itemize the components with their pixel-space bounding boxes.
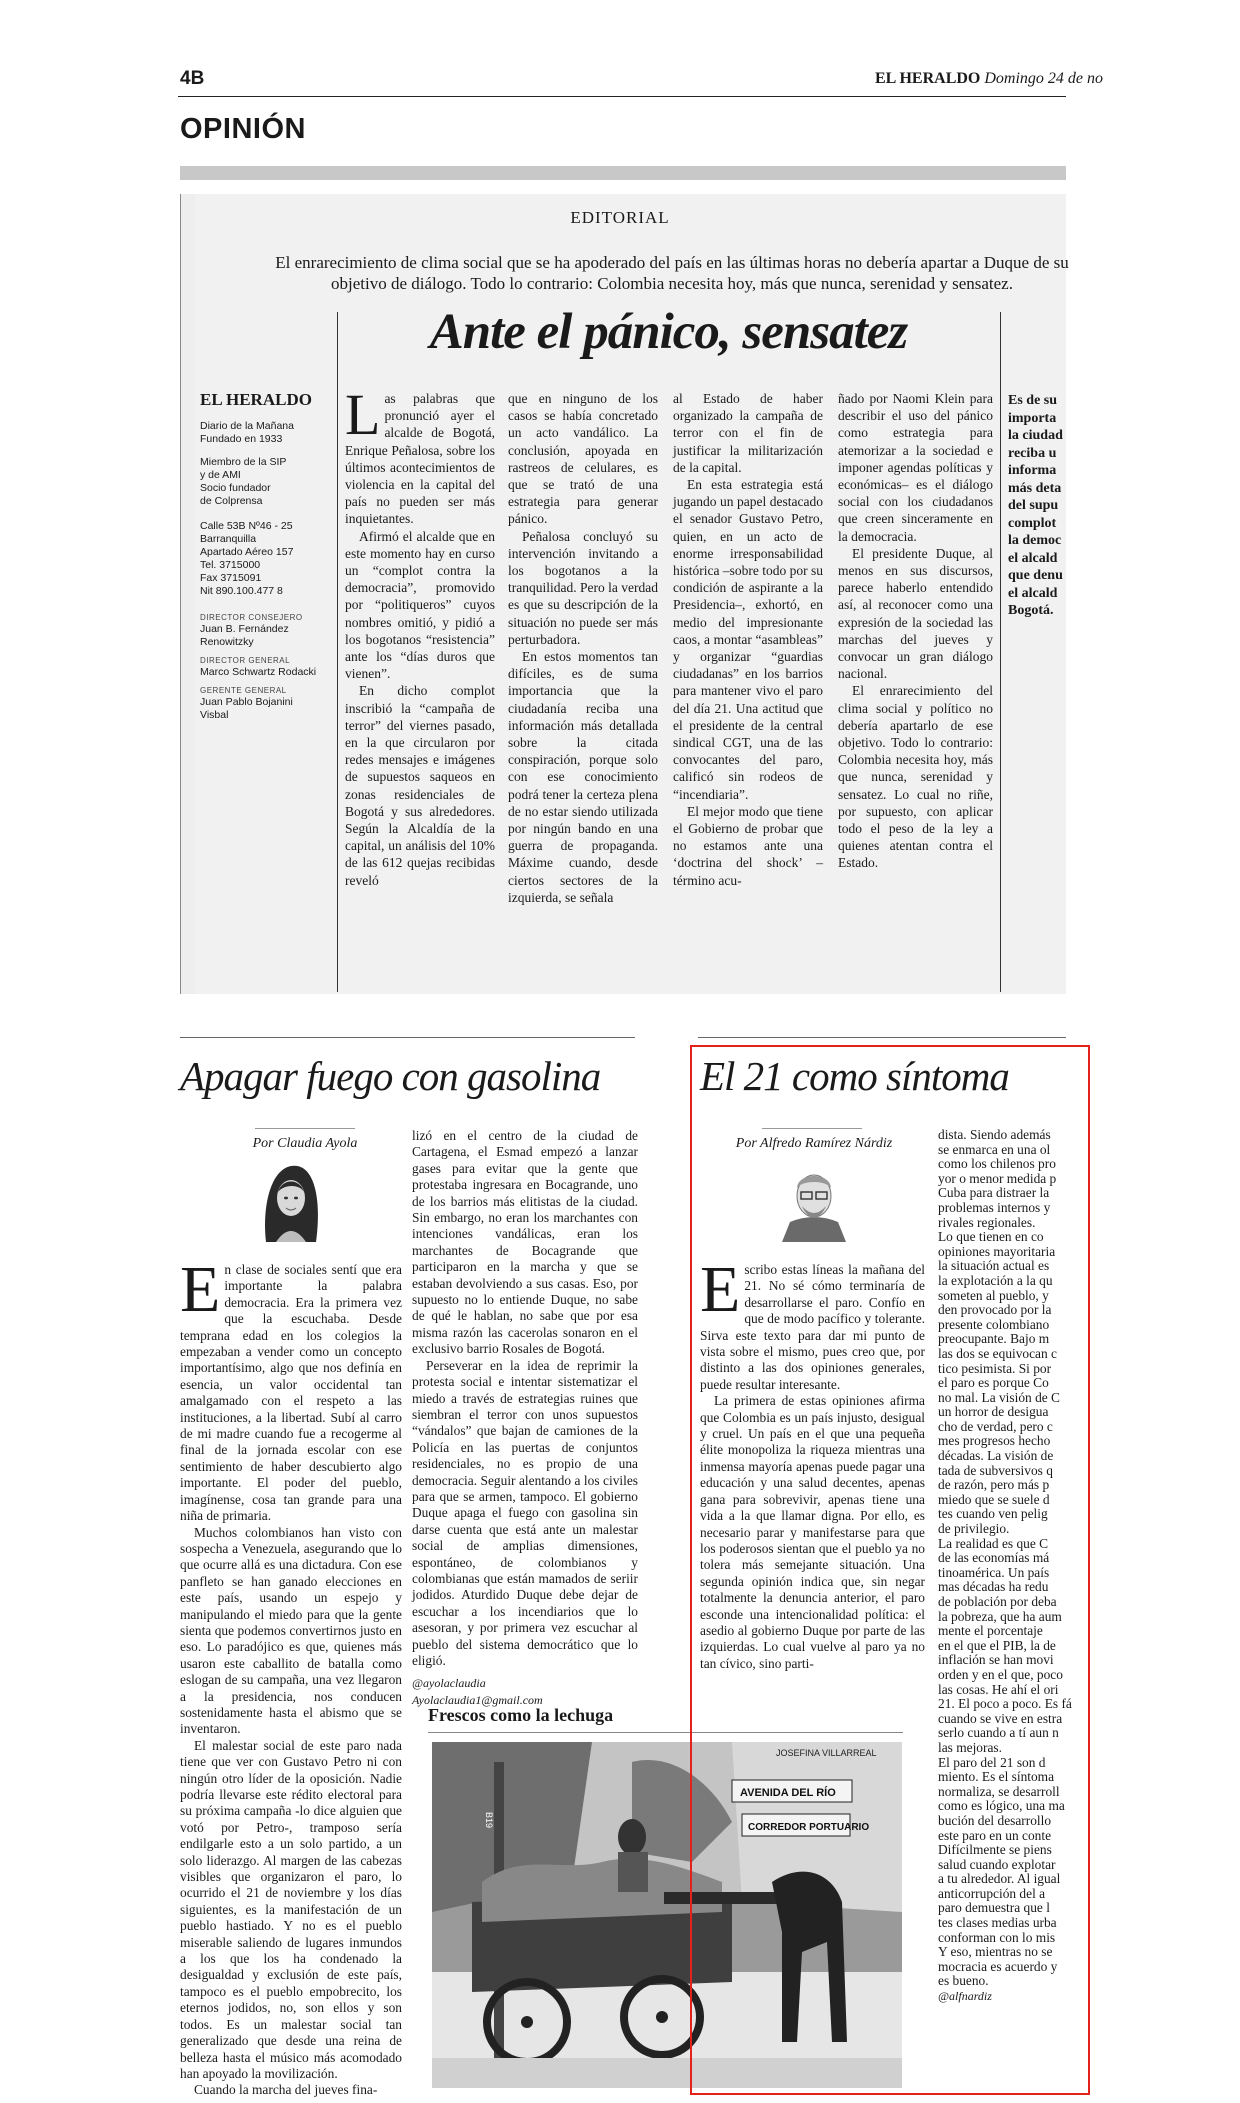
sidebar-line: Visbal bbox=[200, 709, 229, 721]
column-line: someten al pueblo, y bbox=[938, 1287, 1049, 1303]
column-line: no mal. La visión de C bbox=[938, 1389, 1060, 1405]
column-line: mocracia es acuerdo y bbox=[938, 1958, 1058, 1974]
column-line: miedo que se suele d bbox=[938, 1491, 1050, 1507]
sidebar-line: Socio fundador bbox=[200, 482, 271, 494]
column-line: bución del desarrollo bbox=[938, 1812, 1052, 1828]
title-right-rule bbox=[1000, 312, 1001, 992]
pullquote-line: complot bbox=[1008, 515, 1057, 531]
pullquote-line: Es de su bbox=[1008, 393, 1058, 408]
column-line: tes cuando ven pelig bbox=[938, 1506, 1048, 1522]
article1-author-portrait bbox=[256, 1158, 326, 1242]
column-line: de privilegio. bbox=[938, 1521, 1010, 1537]
column-line: las mejoras. bbox=[938, 1739, 1002, 1755]
photo-title: Frescos como la lechuga bbox=[428, 1705, 614, 1725]
column-line: la situación actual es bbox=[938, 1258, 1050, 1274]
column-line: como es lógico, una ma bbox=[938, 1798, 1065, 1814]
paragraph: El enrarecimiento del clima social y político no debería apartarlo de ese objetivo. Todo lo contrario: Colombia necesita hoy, más que nunca, serenidad y sensatez. Lo cual no riñe, por supuesto, con aplicar todo el peso de la ley a quienes atentan contra el Estado. bbox=[838, 683, 993, 871]
sidebar-line: Tel. 3715000 bbox=[200, 559, 261, 571]
paragraph: En esta estrategia está jugando un papel destacado el senador Gustavo Petro, quien, en un acto de enorme irresponsabilidad histórica –sobre todo por su condición de aspirante a la Presidencia–, exhortó, en medio del impresionante caos, a montar “asambleas” y organizar “guardias ciudadanas” en los barrios para mantener vivo el paro del día 21. Una actitud que el presidente de la central sindical CGT, una de las convocantes del paro, calificó sin rodeos de “incendiaria”. bbox=[673, 477, 823, 802]
article2-byline: Por Alfredo Ramírez Nárdiz bbox=[735, 1136, 893, 1151]
column-line: como los chilenos pro bbox=[938, 1156, 1056, 1172]
article2-author-portrait bbox=[776, 1158, 852, 1242]
section-title: OPINIÓN bbox=[180, 113, 306, 145]
pullquote-line: más deta bbox=[1008, 480, 1062, 496]
column-line: orden y en el que, poco bbox=[938, 1666, 1063, 1682]
column-line: tico pesimista. Si por bbox=[938, 1360, 1052, 1376]
paragraph: que en ninguno de los casos se había concretado un acto vandálico. La conclusión, apoyada en rastreos de celulares, es que se trató de una estrategia para generar pánico. bbox=[508, 391, 658, 527]
pullquote-line: reciba u bbox=[1008, 445, 1057, 461]
byline-rule bbox=[255, 1128, 355, 1129]
article1-col-1 bbox=[180, 1253, 402, 2099]
editorial-sidebar bbox=[200, 390, 330, 722]
column-line: Lo que tienen en co bbox=[938, 1229, 1044, 1245]
column-line: rivales regionales. bbox=[938, 1214, 1036, 1230]
pullquote-line: Bogotá. bbox=[1008, 603, 1054, 618]
column-line: anticorrupción del a bbox=[938, 1885, 1046, 1901]
sidebar-line: y de AMI bbox=[200, 469, 241, 481]
sidebar-line: Nit 890.100.477 8 bbox=[200, 585, 283, 597]
column-line: dista. Siendo además bbox=[938, 1127, 1051, 1142]
column-line: yor o menor medida p bbox=[938, 1170, 1057, 1186]
sidebar-line: de Colprensa bbox=[200, 495, 263, 507]
column-line: El paro del 21 son d bbox=[938, 1754, 1046, 1770]
article2-dropcap: E bbox=[700, 1253, 741, 1326]
column-line: inflación se han movi bbox=[938, 1652, 1054, 1668]
paragraph: Cuando la marcha del jueves fina- bbox=[194, 2082, 378, 2098]
editorial-label: EDITORIAL bbox=[570, 208, 670, 227]
sidebar-line: Juan B. Fernández bbox=[200, 623, 289, 635]
column-line: mes progresos hecho bbox=[938, 1433, 1051, 1449]
masthead-line bbox=[875, 70, 1103, 88]
pullquote-line: el alcald bbox=[1008, 550, 1058, 566]
column-line: Cuba para distraer la bbox=[938, 1185, 1050, 1201]
column-line: 21. El poco a poco. Es fá bbox=[938, 1696, 1072, 1712]
column-line: se enmarca en una ol bbox=[938, 1141, 1051, 1157]
column-line: de población por deba bbox=[938, 1594, 1057, 1609]
article1-handle: @ayolaclaudia bbox=[412, 1676, 486, 1691]
column-line: de las economías má bbox=[938, 1550, 1050, 1566]
column-line: décadas. La visión de bbox=[938, 1448, 1054, 1464]
column-line: preocupante. Bajo m bbox=[938, 1331, 1050, 1347]
sidebar-info-3 bbox=[200, 520, 330, 598]
sidebar-line: Fax 3715091 bbox=[200, 572, 262, 584]
article1-title: Apagar fuego con gasolina bbox=[180, 1053, 601, 1099]
paragraph: lizó en el centro de la ciudad de Cartagena, el Esmad empezó a lanzar gases para evitar que la gente que protestaba ingresara en Bocagrande, uno de los barrios más elitistas de la ciudad. Sin embargo, no eran los marchantes con intenciones vandálicas, eran los marchantes de Bocagrande que participaron en la marcha y que se estaban devolviendo a sus casas. Eso, por supuesto no lo entiende Duque, no sabe de qué le hablan, no sabe que por esa misma razón las cacerolas sonaron en el exclusivo barrio Rosales de Bogotá. bbox=[412, 1128, 638, 1357]
column-line: Difícilmente se piens bbox=[938, 1842, 1052, 1858]
paragraph: Peñalosa concluyó su intervención invitando a los bogotanos a la tranquilidad. Pero la verdad es que su descripción de la situación no puede ser más perturbadora. bbox=[508, 528, 658, 647]
editorial-dropcap: L bbox=[345, 382, 381, 447]
pullquote-line: informa bbox=[1008, 463, 1057, 478]
pullquote-line: el alcald bbox=[1008, 585, 1058, 601]
paragraph: as palabras que pronunció ayer el alcalde de Bogotá, Enrique Peñalosa, sobre los últimos acontecimientos de violencia en la capital del país no pueden ser más inquietantes. bbox=[345, 391, 495, 527]
column-line: este paro en un conte bbox=[938, 1827, 1052, 1843]
editorial-col-3 bbox=[673, 390, 823, 889]
paragraph: ñado por Naomi Klein para describir el uso del pánico como estrategia para atemorizar a la sociedad e imponer agendas políticas y económicas– es el diálogo social con los ciudadanos que creen sinceramente en la democracia. bbox=[838, 391, 993, 544]
editorial-title: Ante el pánico, sensatez bbox=[429, 304, 908, 360]
column-line: presente colombiano bbox=[938, 1316, 1050, 1332]
paragraph: El presidente Duque, al menos en sus discursos, parece haberlo entendido así, al reconocer como una expresión de la sociedad las marchas del jueves y convocar un gran diálogo nacional. bbox=[838, 545, 993, 682]
director-label: DIRECTOR CONSEJERO bbox=[200, 613, 303, 622]
column-line: normaliza, se desarroll bbox=[938, 1783, 1060, 1799]
column-line: salud cuando explotar bbox=[938, 1856, 1056, 1872]
pullquote-line: que denu bbox=[1008, 568, 1063, 583]
paragraph: Muchos colombianos han visto con sospecha a Venezuela, asegurando que lo que ocurre allá es una dictadura. Con ese panfleto se han ganado elecciones en este país, usando un espejo y manipulando el miedo para que la gente sienta que podemos convertirnos justo en eso. Lo paradójico es que, quienes más usaron este caballito de batalla como eslogan de su campaña, una vez llegaron a la presidencia, nos conducen sostenidamente hasta el abismo que se inventaron. bbox=[180, 1524, 402, 1737]
article2-top-rule bbox=[698, 1037, 1066, 1038]
column-line: la explotación a la qu bbox=[938, 1272, 1053, 1288]
column-line: serlo cuando a tí aun n bbox=[938, 1725, 1059, 1741]
article1-top-rule bbox=[180, 1037, 635, 1038]
paragraph: El malestar social de este paro nada tiene que ver con Gustavo Petro ni con ningún otro líder de la oposición. Nadie podría llevarse este rédito electoral para su próxima campaña -lo dice alguien que votó por Petro-, tramposo sería endilgarle esto a un solo partido, a un solo liderazgo. Al margen de las cabezas visibles que organizaron el paro, lo ocurrido el 21 de noviembre y los días siguientes, es la manifestación de un pueblo hastiado. Y no es el pueblo miserable saliendo de lugares inmundos a los que los ha condenado la desigualdad y exclusión de este país, tampoco es el pueblo empobrecito, los eternos jodidos, no, son ellos y son todos. Es un malestar social tan generalizado que desde una reina de belleza hasta el músico más acomodado han apoyado la movilización. bbox=[180, 1737, 402, 2081]
pullquote-line: importa bbox=[1008, 410, 1057, 426]
column-line: tes clases medias urba bbox=[938, 1915, 1057, 1931]
column-line: miento. Es el síntoma bbox=[938, 1769, 1055, 1785]
paragraph: En dicho complot inscribió la “campaña de terror” del viernes pasado, en la que circularon por redes mensajes e imágenes de supuestos saqueos en zonas residenciales de Bogotá y sus alrededores. Según la Alcaldía de la capital, un análisis del 10% de las 612 quejas recibidas reveló bbox=[345, 683, 495, 888]
column-line: den provocado por la bbox=[938, 1302, 1052, 1318]
paragraph: Afirmó el alcalde que en este momento hay en curso un “complot contra la democracia”, promovido por “politiqueros” cuyos nombres omitió, y pidió a los bogotanos “resistencia” ante los “días duros que vienen”. bbox=[345, 528, 495, 682]
column-line: es bueno. bbox=[938, 1973, 989, 1989]
sign-corredor: CORREDOR PORTUARIO bbox=[748, 1822, 870, 1833]
sidebar-line: Diario de la Mañana bbox=[200, 420, 294, 432]
column-line: las dos se equivocan c bbox=[938, 1345, 1057, 1361]
column-line: cuando se vive en estra bbox=[938, 1710, 1063, 1726]
paragraph: n clase de sociales sentí que era importante la palabra democracia. Era la primera vez que la escuchaba. Desde temprana edad en los colegios la empezaban a vender como un concepto importantísimo, algo que nos definía en esencia, un valor occidental tan amalgamado con el respeto a las instituciones, a la libertad. Subí al carro de mi madre cuando fue a recogerme al final de la jornada escolar con ese sentimiento de haber descubierto algo importante. El poder del pueblo, imagínense, cosa tan grande para una niña de primaria. bbox=[180, 1262, 402, 1524]
paragraph: al Estado de haber organizado la campaña de terror con el fin de justificar la militarización de la capital. bbox=[673, 391, 823, 475]
paragraph: La primera de estas opiniones afirma que Colombia es un país injusto, desigual y cruel. Un país en el que una pequeña élite monopoliza la riqueza mientras una inmensa mayoría apenas puede pagar una educación y una salud decentes, apenas gana para sobrevivir, apenas tiene una vida a la que llamar digna. Por ello, es necesario parar y manifestarse para que los poderosos sientan que el pueblo ya no tolera más semejante situación. Una segunda opinión indica que, sin negar totalmente la denuncia anterior, el paro esconde una intencionalidad política: el asedio al gobierno Duque por parte de las izquierdas. Lo cual vuelve al paro ya no tan cívico, sino parti- bbox=[700, 1393, 925, 1671]
article2-col-2 bbox=[938, 1127, 1072, 2004]
editorial-col-1 bbox=[345, 382, 495, 889]
article1-email: Ayolaclaudia1@gmail.com bbox=[412, 1692, 543, 1707]
column-line: el paro es porque Co bbox=[938, 1375, 1049, 1391]
header-rule bbox=[178, 96, 1066, 97]
article2-col-1 bbox=[700, 1253, 925, 1672]
editorial-left-rule bbox=[180, 194, 181, 994]
article2-handle: @alfnardiz bbox=[938, 1989, 992, 2004]
title-left-rule bbox=[337, 312, 338, 992]
column-line: a tu alrededor. Al igual bbox=[938, 1871, 1061, 1887]
director2-label: DIRECTOR GENERAL bbox=[200, 656, 291, 665]
column-line: La realidad es que C bbox=[938, 1535, 1049, 1551]
column-line: las cosas. He ahí el ori bbox=[938, 1681, 1059, 1697]
manager-name bbox=[200, 696, 330, 722]
director2-name: Marco Schwartz Rodacki bbox=[200, 666, 317, 678]
sidebar-line: Renowitzky bbox=[200, 636, 254, 648]
column-line: mas décadas ha redu bbox=[938, 1579, 1049, 1595]
column-line: cho de verdad, pero c bbox=[938, 1418, 1053, 1434]
sidebar-line: Apartado Aéreo 157 bbox=[200, 546, 294, 558]
manager-label: GERENTE GENERAL bbox=[200, 686, 287, 695]
masthead-name: EL HERALDO bbox=[875, 70, 981, 87]
pole-label: B19 bbox=[484, 1812, 494, 1829]
page-number: 4B bbox=[180, 68, 205, 89]
paragraph: En estos momentos tan difíciles, es de suma importancia que la ciudadanía reciba una información más detallada sobre la citada conspiración, porque solo con ese conocimiento podrá tener la certeza plena de no estar siendo utilizada por ningún bando en una guerra de propaganda. Máxime cuando, desde ciertos sectores de la izquierda, se señala bbox=[508, 649, 658, 905]
pullquote-line: la democ bbox=[1008, 533, 1062, 548]
article2-title: El 21 como síntoma bbox=[700, 1053, 1009, 1099]
sidebar-line: Juan Pablo Bojanini bbox=[200, 696, 293, 708]
sidebar-info-2 bbox=[200, 456, 330, 508]
sidebar-masthead: EL HERALDO bbox=[200, 390, 312, 409]
pullquote-line: del supu bbox=[1008, 498, 1059, 513]
column-line: Y eso, mientras no se bbox=[938, 1944, 1053, 1960]
article1-byline: Por Claudia Ayola bbox=[252, 1136, 358, 1151]
byline-rule bbox=[762, 1128, 862, 1129]
editorial-col-2 bbox=[508, 390, 658, 906]
column-line: problemas internos y bbox=[938, 1199, 1051, 1215]
issue-date: Domingo 24 de no bbox=[984, 70, 1104, 87]
paragraph: El mejor modo que tiene el Gobierno de probar que no estamos ante una ‘doctrina del shock’ –término acu- bbox=[673, 803, 823, 888]
column-line: la pobreza, que ha aum bbox=[938, 1608, 1062, 1624]
article1-dropcap: E bbox=[180, 1253, 221, 1326]
paragraph: Perseverar en la idea de reprimir la protesta social e intentar sistematizar el miedo a través de estrategias ruines que siembran el terror con unos supuestos “vándalos” que bajan de camiones de la Policía en las puertas de conjuntos residenciales, no es propio de una democracia. Seguir alentando a los civiles para que se armen, tampoco. El gobierno Duque apaga el fuego con gasolina sin darse cuenta que está ante un malestar social de amplias dimensiones, espontáneo, de colombianos y colombianas que están mamados de seriir jodidos. Aturdido Duque debe dejar de escuchar a los incendiarios que lo asesoran, y por primera vez escuchar al pueblo del sistema democrático que lo eligió. bbox=[412, 1357, 638, 1668]
sidebar-info-1 bbox=[200, 420, 330, 446]
photo-credit: JOSEFINA VILLARREAL bbox=[776, 1748, 877, 1758]
column-line: paro demuestra que l bbox=[938, 1900, 1050, 1916]
paragraph: scribo estas líneas la mañana del 21. No sé cómo terminaría de desarrollarse el paro. Confío en que de modo pacífico y tolerante. Sirva este texto para dar mi punto de vista sobre el mismo, pues creo que, por distinto a las dos opiniones generales, puede resultar interesante. bbox=[700, 1262, 925, 1392]
editorial-pullquote bbox=[1008, 392, 1066, 620]
column-line: tada de subversivos q bbox=[938, 1462, 1053, 1478]
column-line: tinoamérica. Un país bbox=[938, 1564, 1050, 1580]
column-line: un horror de desigua bbox=[938, 1404, 1049, 1420]
director-name bbox=[200, 623, 330, 649]
editorial-col-4 bbox=[838, 390, 993, 872]
column-line: opiniones mayoritaria bbox=[938, 1243, 1056, 1259]
article1-col-2 bbox=[412, 1128, 638, 1708]
pullquote-line: la ciudad bbox=[1008, 428, 1063, 443]
column-line: conforman con lo mis bbox=[938, 1929, 1056, 1945]
sidebar-line: Fundado en 1933 bbox=[200, 433, 283, 445]
column-line: en el que el PIB, la de bbox=[938, 1637, 1056, 1653]
editorial-summary: El enrarecimiento de clima social que se ha apoderado del país en las últimas horas no debería apartar a Duque de su objetivo de diálogo. Todo lo contrario: Colombia necesita hoy, más que nunca, serenidad y sensatez. bbox=[275, 253, 1069, 293]
sign-avenida: AVENIDA DEL RÍO bbox=[740, 1787, 836, 1799]
section-band bbox=[180, 166, 1066, 180]
sidebar-line: Miembro de la SIP bbox=[200, 456, 287, 468]
column-line: de razón, pero más p bbox=[938, 1477, 1050, 1493]
sidebar-line: Barranquilla bbox=[200, 533, 257, 545]
sidebar-line: Calle 53B Nº46 - 25 bbox=[200, 520, 293, 532]
column-line: mente el porcentaje bbox=[938, 1623, 1043, 1639]
